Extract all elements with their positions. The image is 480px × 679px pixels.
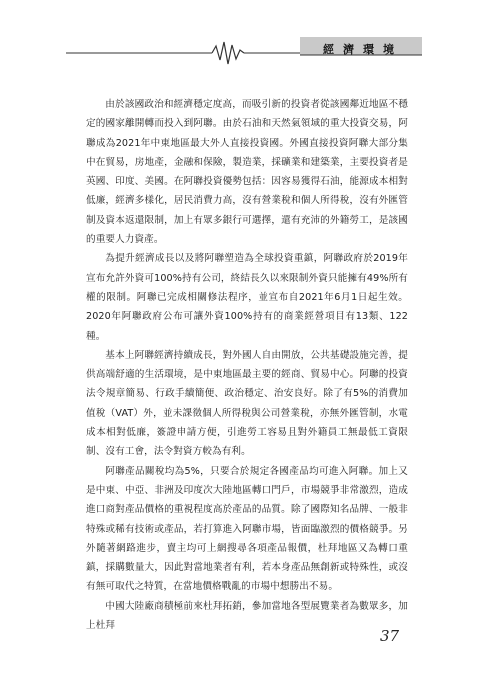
paragraph: 阿聯產品關稅均為5%，只要合於規定各國產品均可進入阿聯。加上又是中東、中亞、非洲及印度次大陸地區轉口門戶，市場競爭非常激烈，造成進口商對產品價格的重視程度高於產品的品質。除了國際知名品牌、一般非特殊或稀有技術或產品，若打算進入阿聯市場，皆面臨激烈的價格競爭。另外隨著網路進步，賣主均可上網搜尋各項產品報價，杜拜地區又為轉口重鎮，採購數量大，因此對當地業者有利，若本身產品無創新或特殊性，或沒有無可取代之特質，在當地價格戰亂的市場中想勝出不易。: [86, 465, 408, 593]
paragraph: 為提升經濟成長以及將阿聯塑造為全球投資重鎮，阿聯政府於2019年宣布允許外資可100%持有公司，終結長久以來限制外資只能擁有49%所有權的限制。阿聯已完成相關修法程序，並宣布自2021年6月1日起生效。2020年阿聯政府公布可讓外資100%持有的商業經營項目有13類、122種。: [86, 253, 408, 342]
article-body: [86, 95, 408, 635]
page-number: 37: [380, 627, 400, 645]
page-header: [0, 34, 480, 74]
paragraph: 中國大陸廠商積極前來杜拜拓銷，參加當地各型展覽業者為數眾多，加上杜拜: [86, 600, 408, 632]
section-title: 經濟環境: [323, 43, 403, 56]
paragraph: 由於該國政治和經濟穩定度高，而吸引新的投資者從該國鄰近地區不穩定的國家離開轉而投入到阿聯。由於石油和天然氣領域的重大投資交易，阿聯成為2021年中東地區最大外人直接投資國。外國直接投資阿聯大部分集中在貿易，房地產，金融和保險，製造業，採礦業和建築業，主要投資者是英國、印度、美國。在阿聯投資優勢包括：因容易獲得石油，能源成本相對低廉，經濟多樣化，居民消費力高，沒有營業稅和個人所得稅，沒有外匯管制及資本返還限制，加上有眾多銀行可選擇，還有充沛的外籍勞工，是該國的重要人力資產。: [86, 99, 408, 246]
paragraph: 基本上阿聯經濟持續成長，對外國人自由開放，公共基礎設施完善，提供高端舒適的生活環境，是中東地區最主要的經商、貿易中心。阿聯的投資法令規章簡易、行政手續簡便、政治穩定、治安良好。除了有5%的消費加值稅（VAT）外，並未課徵個人所得稅與公司營業稅，亦無外匯管制，水電成本相對低廉，簽證申請方便，引進勞工容易且對外籍員工無最低工資限制、沒有工會，法令對資方較為有利。: [86, 349, 408, 458]
